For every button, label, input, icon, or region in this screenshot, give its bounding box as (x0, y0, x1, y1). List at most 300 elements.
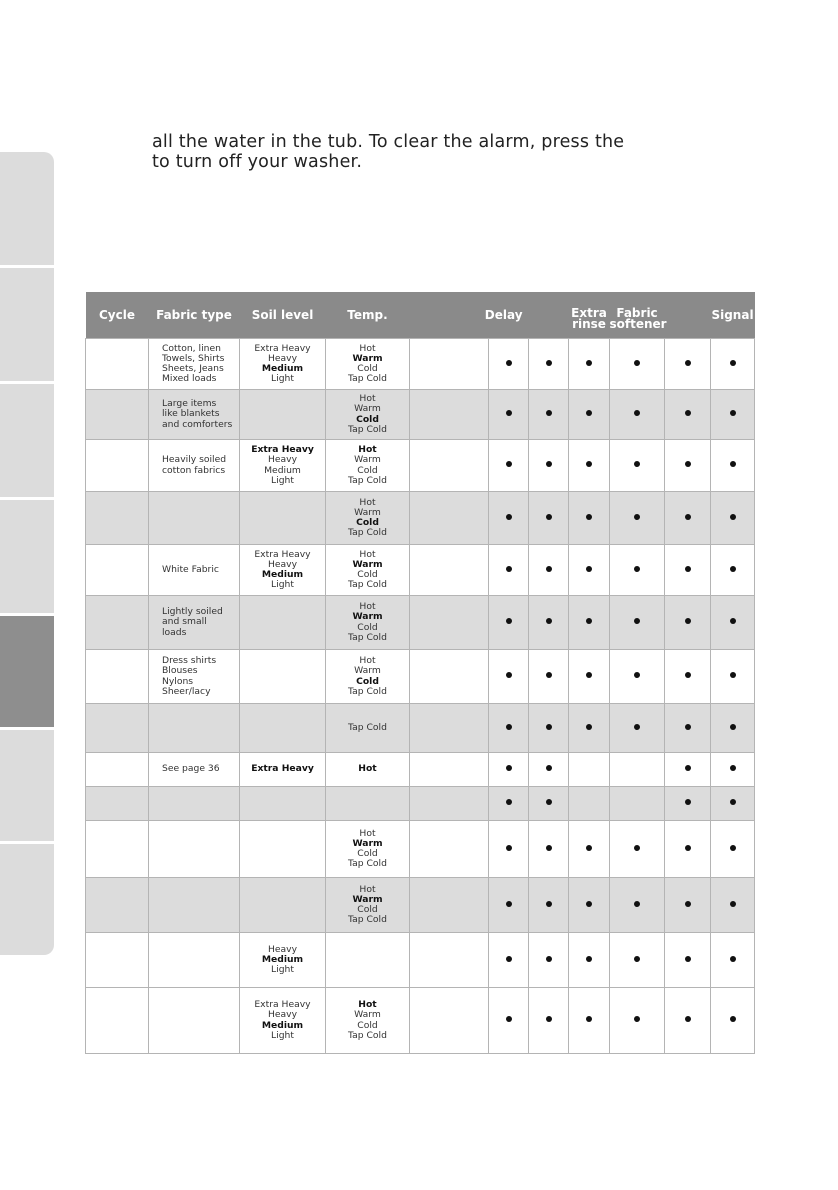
option-cell (610, 933, 665, 988)
table-row (86, 650, 755, 704)
soil-level-line: Extra Heavy (251, 763, 314, 775)
available-dot (685, 410, 691, 416)
soil-level-line: Light (271, 964, 294, 976)
table-row (86, 753, 755, 787)
blank-cell (410, 753, 489, 787)
cycle-cell (86, 596, 149, 650)
available-dot (506, 672, 512, 678)
cycle-cell (86, 650, 149, 704)
option-cell (529, 390, 569, 440)
fabric-type-line: White Fabric (162, 563, 219, 575)
soil-level-line: Extra Heavy (254, 342, 311, 354)
cycle-cell (86, 821, 149, 878)
available-dot (546, 360, 552, 366)
table-row (86, 821, 755, 878)
fabric-type-line: Heavily soiled (162, 454, 227, 466)
available-dot (586, 566, 592, 572)
header-signal: Signal (711, 292, 755, 339)
available-dot (586, 956, 592, 962)
soil-level-cell (240, 390, 326, 440)
header-extra-rinse-line2: rinse (572, 317, 606, 331)
option-cell (489, 704, 529, 753)
available-dot (506, 765, 512, 771)
blank-cell (410, 339, 489, 390)
option-cell (711, 650, 755, 704)
soil-level-line: Medium (261, 953, 304, 965)
available-dot (685, 901, 691, 907)
available-dot (546, 799, 552, 805)
temp-line: Tap Cold (348, 423, 387, 435)
blank-cell (410, 596, 489, 650)
fabric-type-line: Dress shirts (162, 655, 217, 667)
option-cell (529, 787, 569, 821)
option-cell (711, 933, 755, 988)
fabric-type-line: Sheer/lacy (162, 685, 211, 697)
fabric-type-line: cotton fabrics (162, 464, 226, 476)
available-dot (685, 724, 691, 730)
soil-level-cell (240, 650, 326, 704)
available-dot (506, 461, 512, 467)
fabric-type-cell (149, 545, 240, 596)
fabric-type-cell (149, 787, 240, 821)
blank-cell (410, 821, 489, 878)
option-cell (711, 988, 755, 1054)
option-cell (529, 753, 569, 787)
option-cell (529, 988, 569, 1054)
option-cell (569, 878, 610, 933)
side-tab-5-active[interactable] (0, 616, 54, 727)
available-dot (730, 765, 736, 771)
available-dot (546, 514, 552, 520)
temp-line: Hot (359, 393, 376, 405)
option-cell (529, 933, 569, 988)
temp-line: Hot (359, 601, 376, 613)
available-dot (546, 618, 552, 624)
temp-line: Cold (356, 517, 379, 528)
option-cell (610, 753, 665, 787)
option-cell (489, 787, 529, 821)
option-cell (665, 390, 711, 440)
soil-level-cell (240, 492, 326, 545)
option-cell (665, 545, 711, 596)
temp-line: Cold (356, 413, 379, 425)
available-dot (730, 461, 736, 467)
soil-level-cell (240, 596, 326, 650)
header-extra-rinse-line1: Extra (571, 306, 607, 320)
available-dot (634, 410, 640, 416)
temp-line: Warm (354, 454, 381, 466)
table-header-row (86, 292, 755, 339)
option-cell (610, 339, 665, 390)
temp-cell (326, 988, 410, 1054)
temp-line: Cold (357, 848, 378, 859)
available-dot (685, 956, 691, 962)
temp-line: Cold (357, 363, 378, 374)
fabric-type-cell (149, 988, 240, 1054)
option-cell (489, 492, 529, 545)
option-cell (529, 821, 569, 878)
available-dot (685, 845, 691, 851)
option-cell (665, 878, 711, 933)
available-dot (730, 410, 736, 416)
option-cell (711, 440, 755, 492)
temp-line: Warm (354, 506, 381, 518)
option-cell (529, 440, 569, 492)
blank-cell (410, 988, 489, 1054)
available-dot (586, 672, 592, 678)
temp-line: Warm (354, 665, 381, 677)
side-tab-7[interactable] (0, 844, 54, 955)
option-cell (529, 650, 569, 704)
soil-level-line: Heavy (267, 454, 298, 466)
side-tab-3[interactable] (0, 384, 54, 497)
temp-line: Tap Cold (348, 685, 387, 697)
header-extra-rinse (569, 292, 610, 339)
temp-line: Tap Cold (348, 1029, 387, 1041)
table-row (86, 440, 755, 492)
option-cell (610, 492, 665, 545)
temp-cell (326, 753, 410, 787)
option-cell (665, 492, 711, 545)
available-dot (546, 956, 552, 962)
temp-line: Warm (352, 352, 383, 364)
intro-line-2: to turn off your washer. (152, 152, 363, 172)
available-dot (506, 618, 512, 624)
temp-cell (326, 787, 410, 821)
option-cell (529, 596, 569, 650)
option-cell (489, 440, 529, 492)
fabric-type-cell (149, 704, 240, 753)
option-cell (569, 440, 610, 492)
option-cell (569, 650, 610, 704)
side-tab-2[interactable] (0, 268, 54, 381)
available-dot (730, 360, 736, 366)
fabric-type-line: and small (162, 616, 207, 628)
soil-level-line: Medium (261, 569, 304, 580)
blank-cell (410, 933, 489, 988)
option-cell (610, 596, 665, 650)
available-dot (546, 845, 552, 851)
temp-line: Cold (357, 1019, 378, 1031)
soil-level-cell (240, 440, 326, 492)
table-row (86, 933, 755, 988)
cycle-cell (86, 878, 149, 933)
available-dot (634, 360, 640, 366)
available-dot (730, 566, 736, 572)
option-cell (569, 753, 610, 787)
available-dot (506, 514, 512, 520)
header-fabric-softener-line1: Fabric (616, 306, 658, 320)
temp-line: Tap Cold (348, 474, 387, 486)
temp-line: Cold (357, 464, 378, 476)
option-cell (711, 545, 755, 596)
soil-level-line: Light (271, 373, 294, 385)
side-tab-6[interactable] (0, 730, 54, 841)
option-cell (489, 753, 529, 787)
available-dot (546, 410, 552, 416)
blank-cell (410, 545, 489, 596)
temp-line: Cold (357, 621, 378, 633)
cycle-cell (86, 390, 149, 440)
cycle-cell (86, 492, 149, 545)
fabric-type-cell (149, 390, 240, 440)
option-cell (569, 988, 610, 1054)
temp-line: Tap Cold (348, 579, 387, 591)
fabric-type-line: and comforters (162, 418, 233, 430)
available-dot (685, 461, 691, 467)
table-body (86, 339, 755, 1054)
temp-line: Warm (354, 403, 381, 415)
cycle-cell (86, 440, 149, 492)
table-row (86, 390, 755, 440)
option-cell (665, 650, 711, 704)
available-dot (685, 1016, 691, 1022)
temp-line: Warm (354, 1009, 381, 1021)
temp-line: Warm (352, 611, 383, 623)
option-cell (489, 339, 529, 390)
available-dot (506, 724, 512, 730)
temp-cell (326, 821, 410, 878)
fabric-type-line: loads (162, 626, 187, 638)
temp-line: Warm (352, 837, 383, 849)
option-cell (711, 492, 755, 545)
option-cell (711, 390, 755, 440)
available-dot (546, 461, 552, 467)
temp-line: Tap Cold (348, 721, 387, 733)
available-dot (634, 956, 640, 962)
blank-cell (410, 704, 489, 753)
available-dot (546, 901, 552, 907)
cycle-cell (86, 704, 149, 753)
available-dot (586, 360, 592, 366)
header-soil-level: Soil level (240, 292, 326, 339)
table-row (86, 596, 755, 650)
temp-line: Hot (359, 883, 376, 895)
temp-line: Hot (359, 655, 376, 667)
option-cell (529, 545, 569, 596)
available-dot (586, 1016, 592, 1022)
temp-cell (326, 390, 410, 440)
available-dot (506, 566, 512, 572)
blank-cell (410, 390, 489, 440)
cycle-cell (86, 787, 149, 821)
fabric-type-cell (149, 596, 240, 650)
available-dot (546, 566, 552, 572)
temp-line: Tap Cold (348, 527, 387, 539)
temp-line: Tap Cold (348, 858, 387, 870)
available-dot (506, 956, 512, 962)
temp-line: Hot (359, 342, 376, 354)
available-dot (634, 1016, 640, 1022)
option-cell (610, 878, 665, 933)
temp-cell (326, 545, 410, 596)
available-dot (685, 360, 691, 366)
option-cell (529, 492, 569, 545)
fabric-type-cell (149, 821, 240, 878)
option-cell (711, 787, 755, 821)
soil-level-cell (240, 821, 326, 878)
option-cell (665, 339, 711, 390)
available-dot (685, 765, 691, 771)
option-cell (665, 787, 711, 821)
option-cell (610, 821, 665, 878)
temp-line: Hot (358, 763, 377, 775)
side-tab-4[interactable] (0, 500, 54, 613)
available-dot (506, 360, 512, 366)
option-cell (489, 988, 529, 1054)
fabric-type-cell (149, 339, 240, 390)
fabric-type-cell (149, 440, 240, 492)
soil-level-line: Extra Heavy (251, 444, 314, 456)
soil-level-cell (240, 988, 326, 1054)
option-cell (569, 821, 610, 878)
option-cell (665, 753, 711, 787)
available-dot (586, 514, 592, 520)
available-dot (506, 901, 512, 907)
temp-line: Cold (357, 569, 378, 580)
available-dot (506, 799, 512, 805)
soil-level-cell (240, 704, 326, 753)
header-fabric-softener-line2: softener (609, 317, 667, 331)
available-dot (586, 410, 592, 416)
available-dot (634, 845, 640, 851)
available-dot (506, 410, 512, 416)
cycle-cell (86, 988, 149, 1054)
option-cell (610, 988, 665, 1054)
available-dot (685, 799, 691, 805)
option-cell (665, 933, 711, 988)
fabric-type-line: Mixed loads (162, 373, 217, 385)
soil-level-line: Extra Heavy (254, 548, 311, 560)
option-cell (610, 390, 665, 440)
fabric-type-cell (149, 878, 240, 933)
header-temp: Temp. (326, 292, 410, 339)
option-cell (665, 596, 711, 650)
available-dot (634, 461, 640, 467)
fabric-type-cell (149, 753, 240, 787)
temp-line: Tap Cold (348, 914, 387, 926)
temp-line: Tap Cold (348, 373, 387, 385)
temp-cell (326, 933, 410, 988)
fabric-type-cell (149, 492, 240, 545)
fabric-type-line: Large items (162, 398, 217, 410)
temp-line: Cold (357, 904, 378, 915)
header-delay: Delay (410, 292, 529, 339)
option-cell (489, 933, 529, 988)
table-row (86, 704, 755, 753)
available-dot (730, 618, 736, 624)
option-cell (489, 878, 529, 933)
option-cell (529, 704, 569, 753)
available-dot (506, 1016, 512, 1022)
soil-level-cell (240, 878, 326, 933)
table-row (86, 339, 755, 390)
soil-level-line: Light (271, 474, 294, 486)
available-dot (546, 672, 552, 678)
temp-cell (326, 440, 410, 492)
available-dot (506, 845, 512, 851)
soil-level-line: Heavy (267, 1009, 298, 1021)
available-dot (730, 845, 736, 851)
soil-level-line: Medium (261, 363, 304, 374)
option-cell (489, 545, 529, 596)
temp-line: Tap Cold (348, 631, 387, 643)
option-cell (665, 988, 711, 1054)
table-row (86, 492, 755, 545)
temp-line: Hot (359, 496, 376, 508)
available-dot (634, 672, 640, 678)
available-dot (546, 765, 552, 771)
soil-level-line: Light (271, 579, 294, 591)
soil-level-cell (240, 933, 326, 988)
temp-cell (326, 596, 410, 650)
available-dot (730, 1016, 736, 1022)
option-cell (665, 821, 711, 878)
temp-cell (326, 650, 410, 704)
side-tab-1[interactable] (0, 152, 54, 265)
blank-cell (410, 650, 489, 704)
available-dot (634, 618, 640, 624)
fabric-type-line: Towels, Shirts (162, 352, 225, 364)
wash-cycle-table (85, 292, 755, 1054)
option-cell (711, 821, 755, 878)
available-dot (730, 956, 736, 962)
soil-level-line: Medium (264, 464, 301, 476)
intro-line-1: all the water in the tub. To clear the alarm, press the (152, 132, 625, 152)
header-cycle: Cycle (86, 292, 149, 339)
option-cell (610, 650, 665, 704)
option-cell (711, 878, 755, 933)
option-cell (610, 787, 665, 821)
available-dot (730, 799, 736, 805)
temp-line: Hot (359, 827, 376, 839)
temp-line: Hot (358, 444, 377, 456)
available-dot (634, 566, 640, 572)
available-dot (685, 514, 691, 520)
fabric-type-line: Cotton, linen (162, 342, 221, 354)
fabric-type-line: Nylons (162, 675, 194, 687)
available-dot (730, 672, 736, 678)
blank-cell (410, 878, 489, 933)
option-cell (489, 650, 529, 704)
option-cell (489, 596, 529, 650)
soil-level-line: Heavy (267, 558, 298, 570)
available-dot (685, 618, 691, 624)
option-cell (569, 933, 610, 988)
option-cell (529, 339, 569, 390)
available-dot (586, 724, 592, 730)
cycle-cell (86, 545, 149, 596)
available-dot (730, 514, 736, 520)
intro-paragraph (152, 132, 624, 172)
fabric-type-cell (149, 933, 240, 988)
fabric-type-cell (149, 650, 240, 704)
option-cell (569, 545, 610, 596)
temp-cell (326, 492, 410, 545)
soil-level-cell (240, 753, 326, 787)
option-cell (711, 596, 755, 650)
fabric-type-line: Blouses (162, 665, 198, 677)
available-dot (586, 901, 592, 907)
fabric-type-line: like blankets (162, 408, 220, 420)
option-cell (610, 440, 665, 492)
available-dot (730, 724, 736, 730)
blank-cell (410, 440, 489, 492)
table-row (86, 545, 755, 596)
available-dot (586, 618, 592, 624)
temp-line: Warm (352, 558, 383, 570)
option-cell (569, 704, 610, 753)
